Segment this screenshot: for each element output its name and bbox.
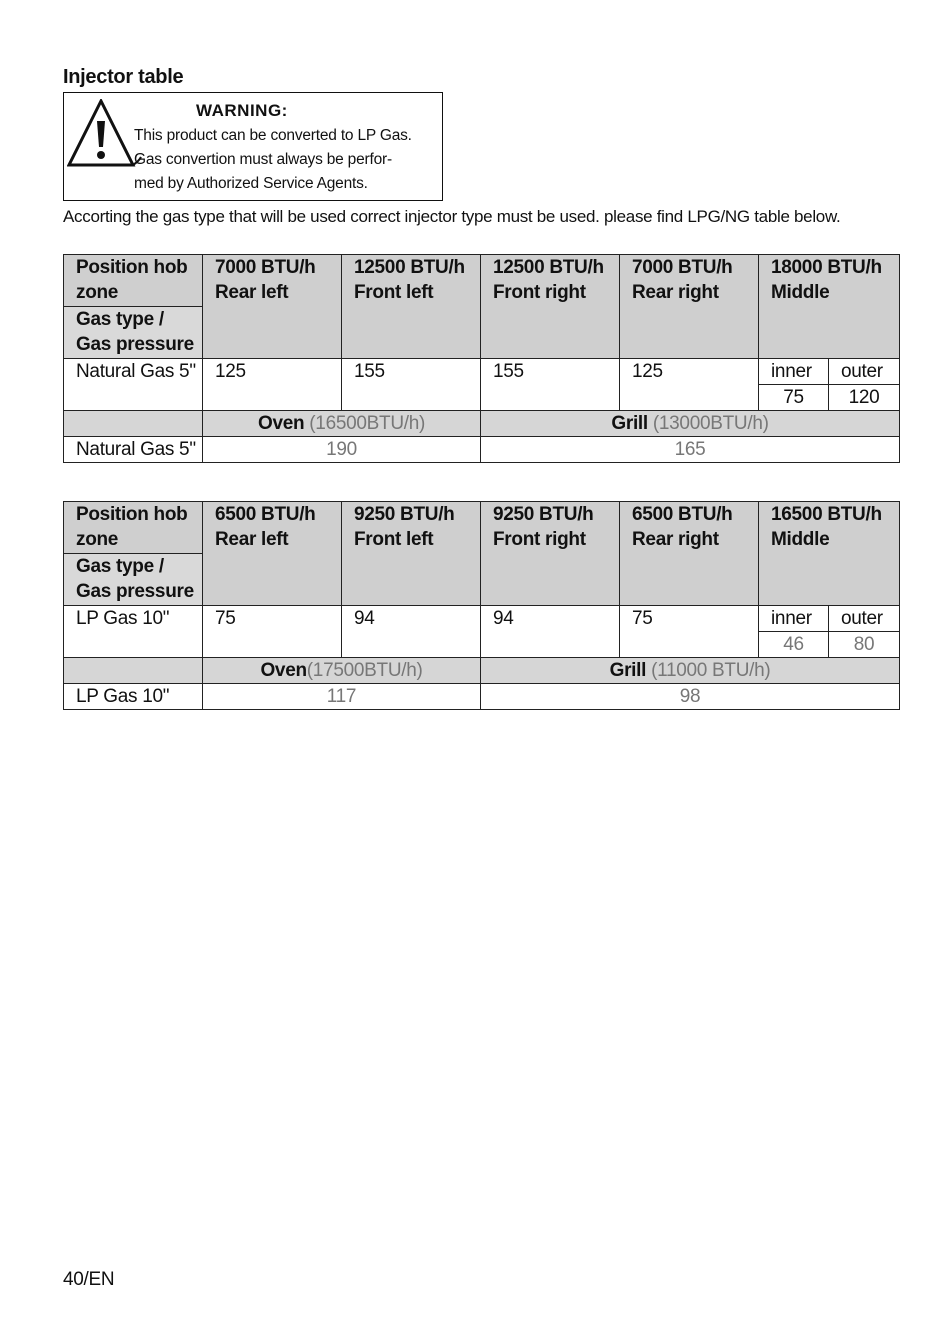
warning-title: WARNING:	[196, 101, 288, 120]
injector-value: 75	[620, 606, 759, 658]
oven-value: 117	[203, 684, 481, 710]
natural-gas-injector-table	[63, 254, 900, 463]
gas-type-cell: LP Gas 10"	[64, 606, 203, 658]
oven-header: Oven (16500BTU/h)	[203, 411, 481, 437]
injector-value: 75	[203, 606, 342, 658]
zone-header: 9250 BTU/h Front right	[481, 502, 620, 606]
warning-line: Gas convertion must always be perfor-	[134, 151, 392, 168]
zone-header: 7000 BTU/h Rear left	[203, 255, 342, 359]
grill-value: 98	[481, 684, 900, 710]
page-number: 40/EN	[63, 1269, 115, 1290]
zone-header: 6500 BTU/h Rear left	[203, 502, 342, 606]
injector-value: 125	[203, 359, 342, 411]
oven-grill-blank	[64, 658, 203, 684]
middle-outer-value: 120	[829, 385, 900, 411]
gas-type-cell: Natural Gas 5"	[64, 359, 203, 411]
injector-value: 155	[481, 359, 620, 411]
zone-header: 7000 BTU/h Rear right	[620, 255, 759, 359]
zone-header: 12500 BTU/h Front right	[481, 255, 620, 359]
injector-value: 155	[342, 359, 481, 411]
page-title: Injector table	[63, 66, 184, 88]
header-gas-type: Gas type / Gas pressure	[64, 554, 203, 606]
grill-value: 165	[481, 437, 900, 463]
header-gas-type: Gas type / Gas pressure	[64, 307, 203, 359]
oven-grill-blank	[64, 411, 203, 437]
zone-header: 12500 BTU/h Front left	[342, 255, 481, 359]
middle-outer-label: outer	[829, 359, 900, 385]
grill-header: Grill (11000 BTU/h)	[481, 658, 900, 684]
oven-header: Oven(17500BTU/h)	[203, 658, 481, 684]
zone-header: 6500 BTU/h Rear right	[620, 502, 759, 606]
zone-header: 9250 BTU/h Front left	[342, 502, 481, 606]
injector-value: 94	[481, 606, 620, 658]
injector-value: 125	[620, 359, 759, 411]
warning-line: med by Authorized Service Agents.	[134, 175, 368, 192]
instruction-paragraph: Accorting the gas type that will be used correct injector type must be used. please find LPG/NG table below.	[63, 207, 841, 226]
middle-outer-value: 80	[829, 632, 900, 658]
lp-gas-injector-table	[63, 501, 900, 710]
middle-inner-label: inner	[759, 606, 829, 632]
oven-value: 190	[203, 437, 481, 463]
injector-value: 94	[342, 606, 481, 658]
warning-box	[63, 92, 443, 201]
gas-type-cell: Natural Gas 5"	[64, 437, 203, 463]
header-position-zone: Position hob zone	[64, 255, 203, 307]
zone-header: 18000 BTU/h Middle	[759, 255, 900, 359]
header-position-zone: Position hob zone	[64, 502, 203, 554]
middle-inner-value: 75	[759, 385, 829, 411]
middle-outer-label: outer	[829, 606, 900, 632]
zone-header: 16500 BTU/h Middle	[759, 502, 900, 606]
middle-inner-label: inner	[759, 359, 829, 385]
warning-line: This product can be converted to LP Gas.	[134, 127, 412, 144]
grill-header: Grill (13000BTU/h)	[481, 411, 900, 437]
middle-inner-value: 46	[759, 632, 829, 658]
gas-type-cell: LP Gas 10"	[64, 684, 203, 710]
